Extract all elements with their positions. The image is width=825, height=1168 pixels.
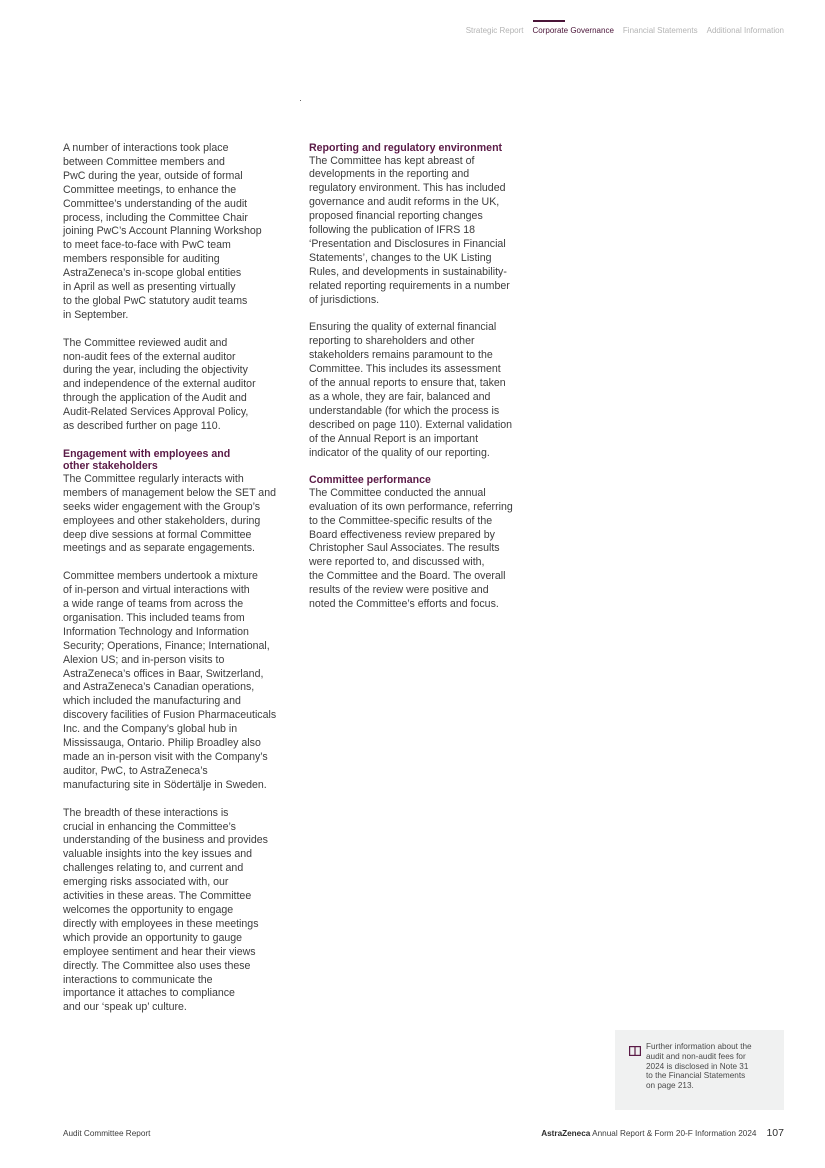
footer-section-title: Audit Committee Report [63, 1129, 151, 1138]
paragraph-audit-fees: The Committee reviewed audit and non-audit fees of the external auditor during the year, including the objectivity and independence of the external auditor through the application of the Audit and Audit-Related Services Approval Policy, as described further on page 110. [63, 336, 256, 433]
footer-report-info [541, 1127, 784, 1139]
heading-reporting-environment: Reporting and regulatory environment [309, 142, 503, 154]
heading-committee-performance: Committee performance [309, 474, 431, 487]
paragraph-committee-evaluation: The Committee conducted the annual evaluation of its own performance, referring to the Committee-specific results of the Board effectiveness review prepared by Christopher Saul Associates. The results were reported to, and discussed with, the Committee and the Board. The overall results of the review were positive and noted the Committee’s efforts and focus. [309, 486, 513, 611]
section-nav [466, 20, 784, 35]
paragraph-breadth-interactions: The breadth of these interactions is crucial in enhancing the Committee’s understanding of the business and provides valuable insights into the key issues and challenges relating to, and current and emerging risks associated with, our activities in these areas. The Committee welcomes the opportunity to engage directly with employees in these meetings which provide an opportunity to gauge employee sentiment and hear their views directly. The Committee also uses these interactions to communicate the importance it attaches to compliance and our ‘speak up’ culture. [63, 806, 268, 1014]
further-info-text[interactable]: Further information about the audit and non-audit fees for 2024 is disclosed in Note 31 to the Financial Statements on page 213. [646, 1042, 752, 1091]
heading-engagement: Engagement with employees and other stakeholders [63, 447, 231, 473]
paragraph-reporting-developments: The Committee has kept abreast of developments in the reporting and regulatory environment. This has included governance and audit reforms in the UK, proposed financial reporting changes following the publication of IFRS 18 ‘Presentation and Disclosures in Financial Statements’, changes to the UK Listing Rules, and developments in sustainability- related reporting requirements in a number of jurisdictions. [309, 154, 510, 306]
footer-brand: AstraZeneca [541, 1129, 591, 1138]
page-number: 107 [766, 1127, 784, 1139]
tab-corporate-governance[interactable]: Corporate Governance [533, 20, 614, 35]
further-info-box [615, 1030, 784, 1110]
paragraph-pwc-interactions: A number of interactions took place between Committee members and PwC during the year, outside of formal Committee meetings, to enhance the Committee’s understanding of the audit process, including the Committee Chair joining PwC’s Account Planning Workshop to meet face-to-face with PwC team members responsible for auditing AstraZeneca’s in-scope global entities in April as well as presenting virtually to the global PwC statutory audit teams in September. [63, 142, 262, 321]
book-icon [629, 1043, 641, 1110]
paragraph-committee-visits: Committee members undertook a mixture of in-person and virtual interactions with a wide range of teams from across the organisation. This included teams from Information Technology and Information Security; Operations, Finance; International, Alexion US; and in-person visits to AstraZeneca’s offices in Baar, Switzerland, and AstraZeneca’s Canadian operations, which included the manufacturing and discovery facilities of Fusion Pharmaceuticals Inc. and the Company’s global hub in Mississauga, Ontario. Philip Broadley also made an in-person visit with the Company’s auditor, PwC, to AstraZeneca’s manufacturing site in Södertälje in Sweden. [63, 570, 277, 791]
right-column [309, 142, 549, 626]
stray-dot [300, 100, 301, 101]
tab-financial-statements[interactable]: Financial Statements [622, 26, 698, 35]
tab-strategic-report[interactable]: Strategic Report [465, 26, 524, 35]
left-column [63, 142, 299, 1029]
paragraph-reporting-quality: Ensuring the quality of external financial reporting to shareholders and other stakeholders remains paramount to the Committee. This includes its assessment of the annual reports to ensure that, taken as a whole, they are fair, balanced and understandable (for which the process is described on page 110). External validation of the Annual Report is an important indicator of the quality of our reporting. [309, 321, 512, 459]
footer-report-title: Annual Report & Form 20-F Information 2024 [592, 1129, 757, 1138]
tab-additional-information[interactable]: Additional Information [706, 26, 784, 35]
paragraph-management-interaction: The Committee regularly interacts with members of management below the SET and seeks wider engagement with the Group’s employees and other stakeholders, during deep dive sessions at formal Committee meetings and as separate engagements. [63, 472, 276, 555]
